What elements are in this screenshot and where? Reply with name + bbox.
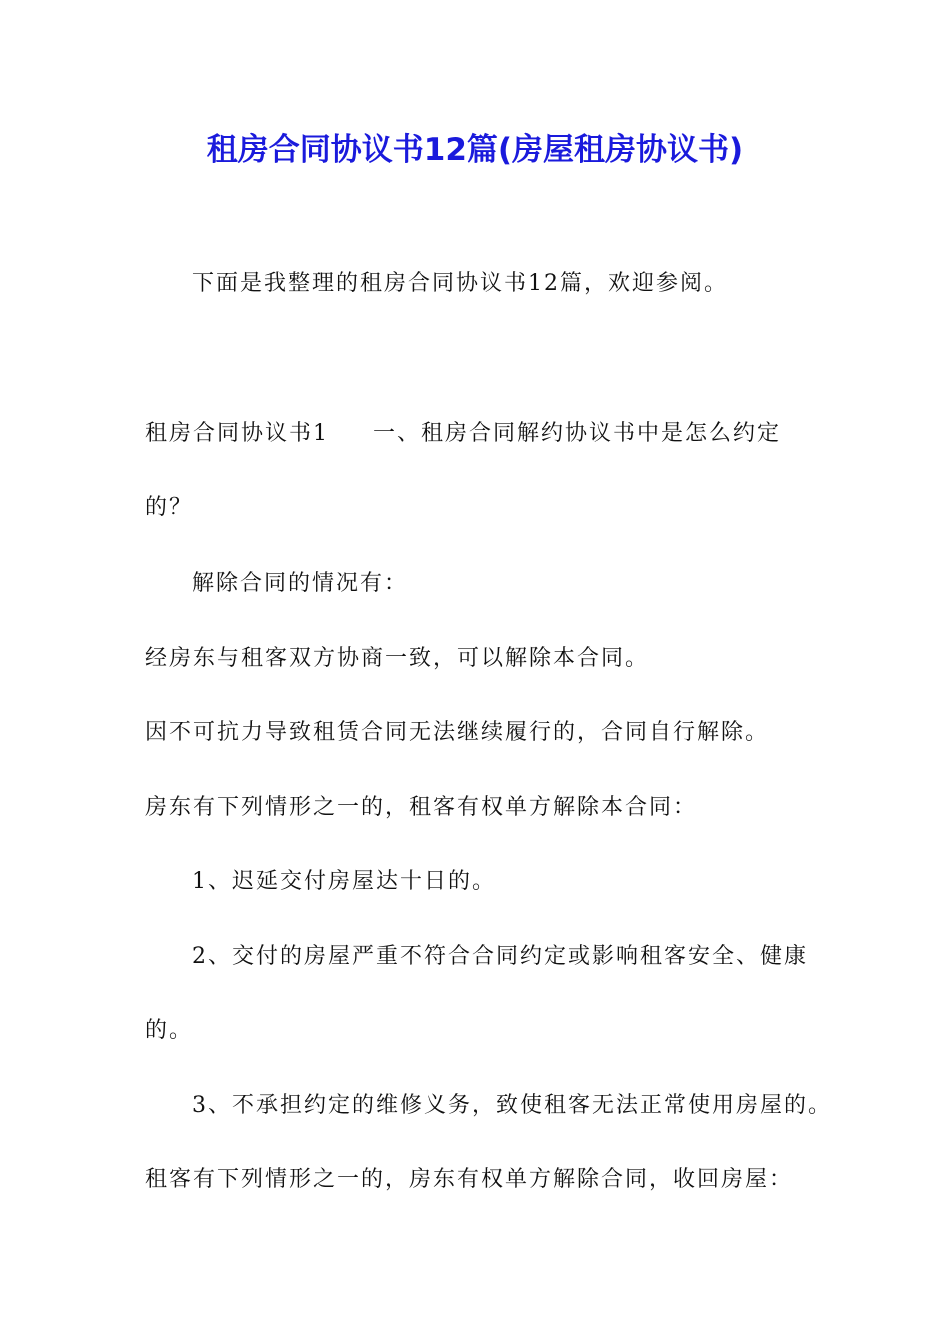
list-item-2-continuation: 的。 xyxy=(145,1018,194,1043)
section-heading: 一、租房合同解约协议书中是怎么约定 xyxy=(373,421,782,446)
document-title: 租房合同协议书12篇(房屋租房协议书) xyxy=(206,132,744,168)
termination-cases-paragraph: 解除合同的情况有： xyxy=(192,571,409,596)
section-heading-continuation: 的？ xyxy=(145,495,194,520)
force-majeure-paragraph: 因不可抗力导致租赁合同无法继续履行的，合同自行解除。 xyxy=(145,720,770,745)
intro-paragraph: 下面是我整理的租房合同协议书12篇，欢迎参阅。 xyxy=(192,271,728,296)
mutual-agreement-paragraph: 经房东与租客双方协商一致，可以解除本合同。 xyxy=(145,646,650,671)
section-label: 租房合同协议书1 xyxy=(145,421,329,446)
tenant-cases-paragraph: 租客有下列情形之一的，房东有权单方解除合同，收回房屋： xyxy=(145,1167,794,1192)
list-item-2: 2、交付的房屋严重不符合合同约定或影响租客安全、健康 xyxy=(192,944,808,969)
section-heading-line xyxy=(145,418,781,450)
list-item-1: 1、迟延交付房屋达十日的。 xyxy=(192,869,496,894)
list-item-3: 3、不承担约定的维修义务，致使租客无法正常使用房屋的。 xyxy=(192,1093,832,1118)
landlord-cases-paragraph: 房东有下列情形之一的，租客有权单方解除本合同： xyxy=(145,795,698,820)
